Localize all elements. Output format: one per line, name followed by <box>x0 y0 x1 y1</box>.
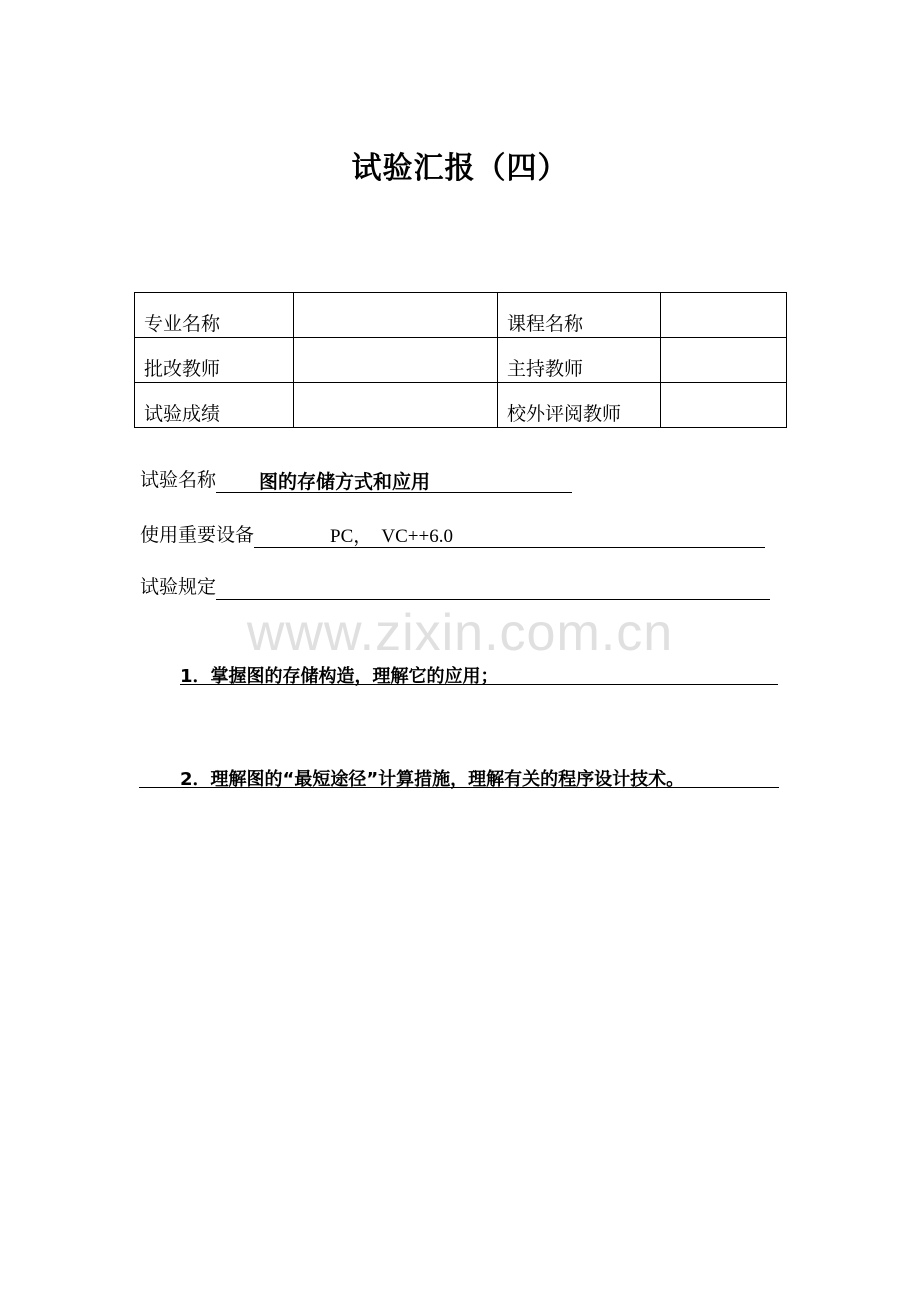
table-row <box>135 338 787 383</box>
watermark: www.zixin.com.cn <box>246 604 674 662</box>
table-row <box>135 383 787 428</box>
requirements-underline <box>216 576 770 600</box>
equipment-value: PC， VC++6.0 <box>330 526 453 547</box>
experiment-name-line <box>140 467 572 493</box>
experiment-name-value: 图的存储方式和应用 <box>259 471 431 493</box>
requirement-underline <box>139 787 779 788</box>
equipment-underline <box>254 524 765 548</box>
requirements-line <box>140 574 770 600</box>
report-title: 试验汇报（四） <box>351 151 569 186</box>
table-row <box>135 293 787 338</box>
value-host-teacher <box>661 338 787 383</box>
value-external-reviewer <box>661 383 787 428</box>
requirement-underline <box>180 684 778 685</box>
value-major <box>294 293 498 338</box>
label-host-teacher: 主持教师 <box>498 338 661 383</box>
requirements-label: 试验规定 <box>140 576 217 598</box>
label-score: 试验成绩 <box>135 383 294 428</box>
equipment-label: 使用重要设备 <box>140 524 255 546</box>
label-grading-teacher: 批改教师 <box>135 338 294 383</box>
requirement-item: 2．理解图的“最短途径”计算措施，理解有关的程序设计技术。 <box>180 769 685 790</box>
equipment-line <box>140 522 765 548</box>
experiment-name-underline <box>216 469 572 493</box>
label-course: 课程名称 <box>498 293 661 338</box>
value-course <box>661 293 787 338</box>
label-external-reviewer: 校外评阅教师 <box>498 383 661 428</box>
info-table <box>134 292 787 428</box>
requirement-item: 1．掌握图的存储构造，理解它的应用； <box>180 666 499 687</box>
experiment-name-label: 试验名称 <box>140 469 217 491</box>
label-major: 专业名称 <box>135 293 294 338</box>
value-grading-teacher <box>294 338 498 383</box>
value-score <box>294 383 498 428</box>
